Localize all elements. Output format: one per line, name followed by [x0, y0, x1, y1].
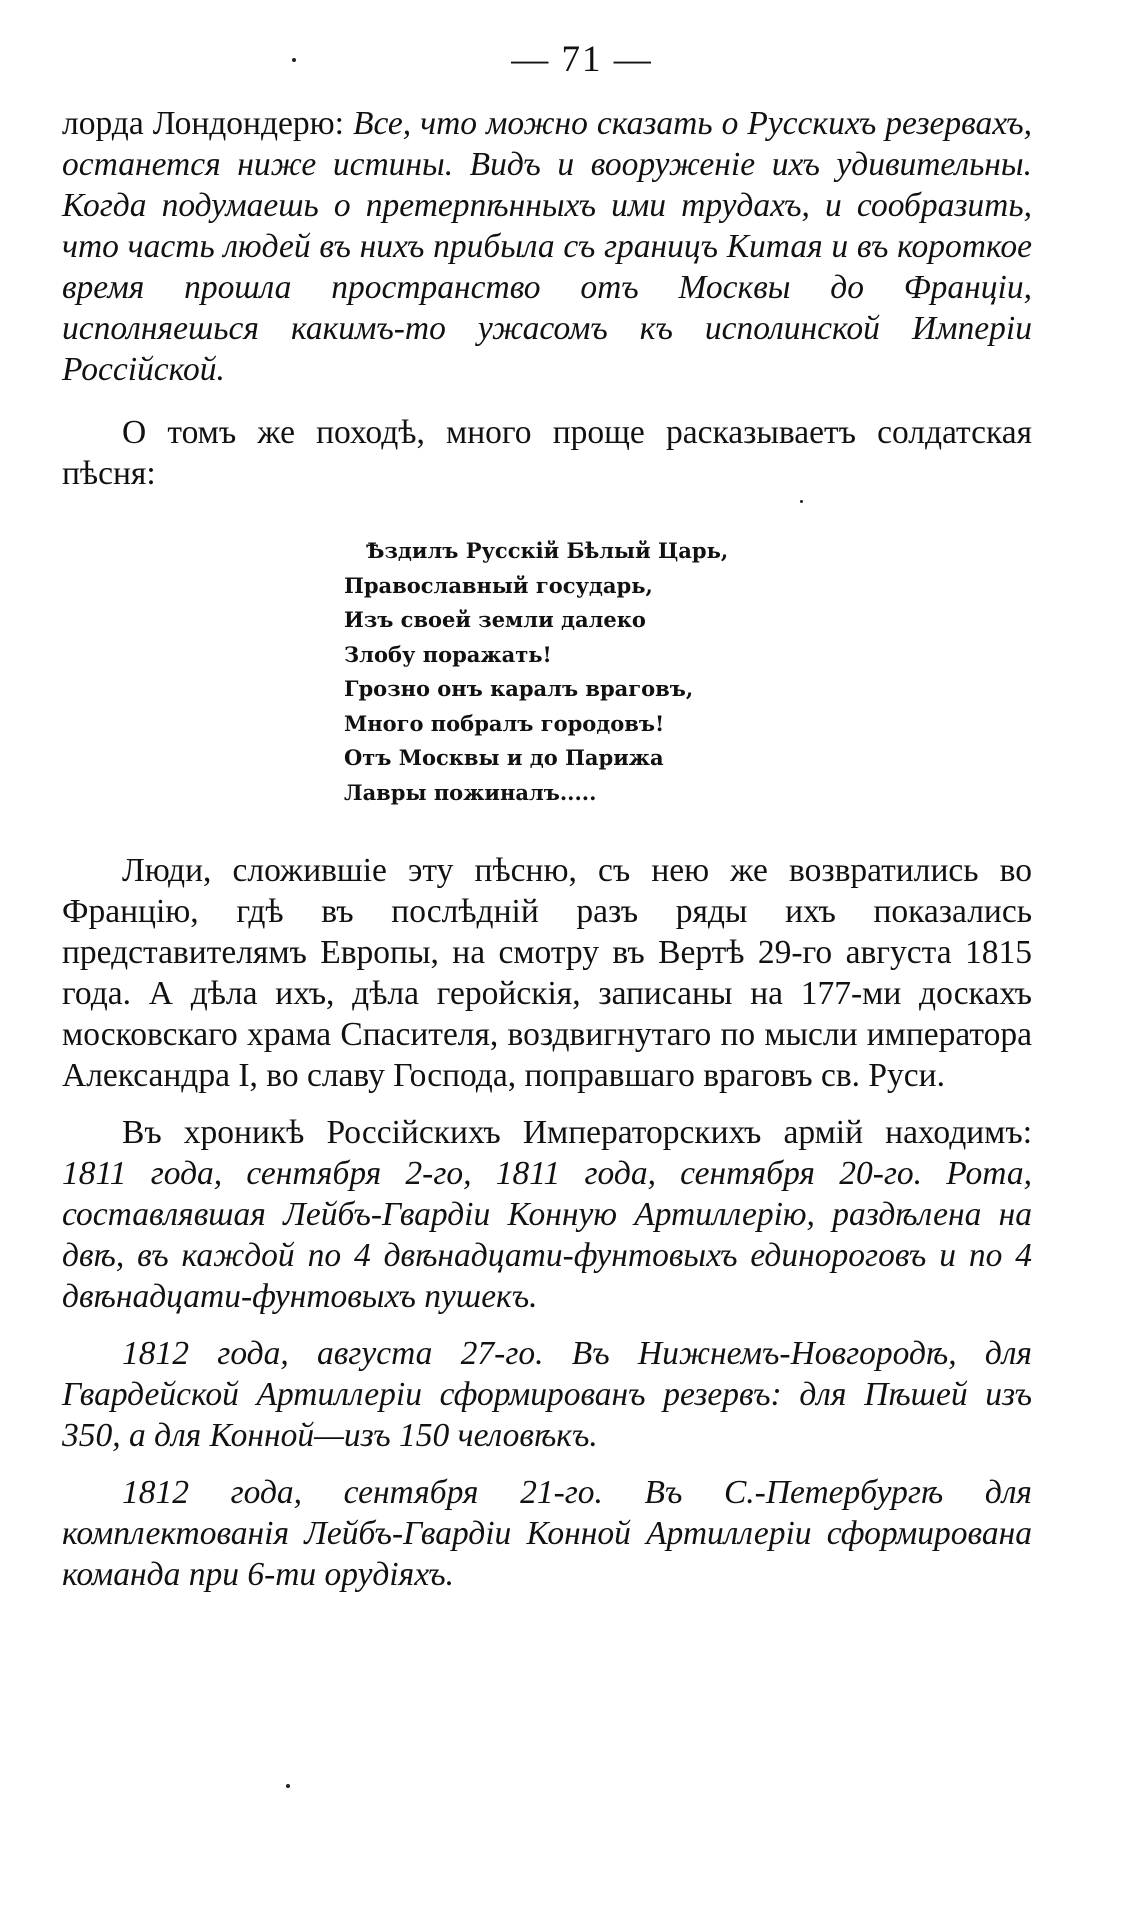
paragraph-song-intro: О томъ же походѣ, много проще расказываетъ солдатская пѣсня: [62, 414, 1032, 492]
paragraph-chronicle-lead: Въ хроникѣ Россійскихъ Императорскихъ армій находимъ: [122, 1114, 1032, 1151]
paragraph-chronicle [62, 1112, 1032, 1317]
paragraph-chronicle-italic: 1811 года, сентября 2-го, 1811 года, сентября 20-го. Рота, составлявшая Лейбъ-Гвардіи Конную Артиллерію, раздѣлена на двѣ, въ каждой по 4 двѣнадцати-фунтовыхъ единороговъ и по 4 двѣнадцати-фунтовыхъ пушекъ. [62, 1155, 1032, 1315]
song-verse [344, 534, 1032, 810]
verse-line: Православный государь, [344, 572, 653, 598]
verse-line: Лавры пожиналъ..... [344, 779, 597, 805]
verse-line: Грозно онъ каралъ враговъ, [344, 676, 694, 701]
paragraph-quote-lead: лорда Лондондерю: [62, 105, 353, 142]
verse-line: Злобу поражать! [344, 641, 552, 667]
scan-speck [286, 1784, 290, 1788]
paragraph-quote [62, 103, 1032, 390]
book-page [62, 38, 1032, 1595]
verse-line: Ѣздилъ Русскій Бѣлый Царь, [366, 538, 729, 563]
verse-line: Изъ своей земли далеко [344, 607, 646, 632]
chronicle-entry: 1812 года, сентября 21-го. Въ С.-Петербургѣ для комплектованія Лейбъ-Гвардіи Конной Артиллеріи сформирована команда при 6-ти орудіяхъ. [62, 1474, 1032, 1593]
paragraph-return-to-france: Люди, сложившіе эту пѣсню, съ нею же возвратились во Францію, гдѣ въ послѣдній разъ ряды ихъ показались представителямъ Европы, на смотру въ Вертѣ 29-го августа 1815 года. А дѣла ихъ, дѣла геройскія, записаны на 177-ми доскахъ московскаго храма Спасителя, воздвигнутаго по мысли императора Александра I, во славу Господа, поправшаго враговъ св. Руси. [62, 852, 1032, 1094]
page-number: — 71 — [511, 39, 653, 80]
chronicle-entry: 1812 года, августа 27-го. Въ Нижнемъ-Новгородѣ, для Гвардейской Артиллеріи сформированъ резервъ: для Пѣшей изъ 350, а для Конной—изъ 150 человѣкъ. [62, 1335, 1032, 1454]
paragraph-quote-italic: Все, что можно сказать о Русскихъ резервахъ, останется ниже истины. Видъ и вооруженіе ихъ удивительны. Когда подумаешь о претерпѣнныхъ ими трудахъ, и сообразить, что часть людей въ нихъ прибыла съ границъ Китая и въ короткое время прошла пространство отъ Москвы до Франціи, исполняешься какимъ-то ужасомъ къ исполинской Имперіи Россійской. [62, 105, 1032, 388]
verse-line: Отъ Москвы и до Парижа [344, 745, 664, 770]
verse-line: Много побралъ городовъ! [344, 710, 665, 736]
